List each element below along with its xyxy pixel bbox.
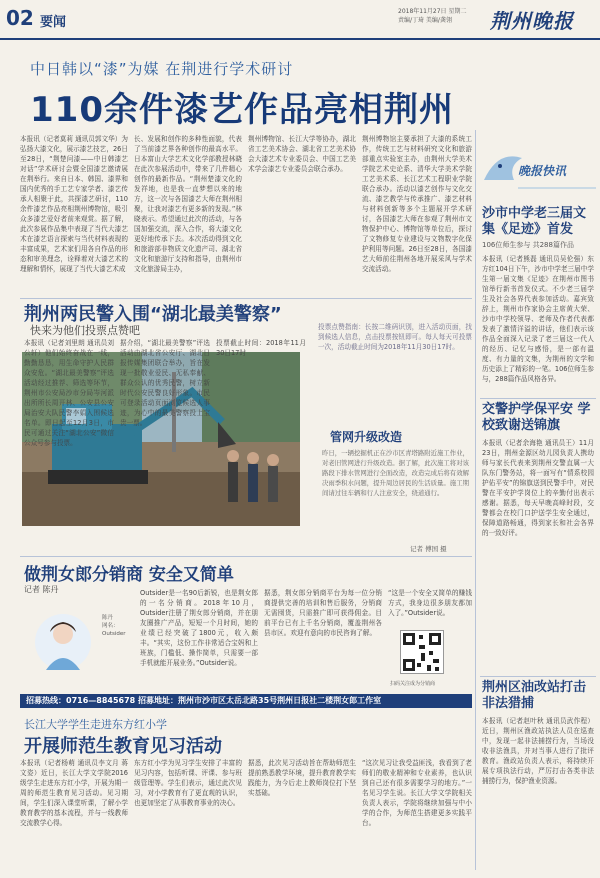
- lead-kicker: 中日韩以“漆”为媒 在荆进行学术研讨: [30, 60, 294, 78]
- section-divider-2: [20, 556, 472, 557]
- police-text-2: 据介绍，“湖北最美警察”评选活动由湖北省公安厅、湖北日报传媒集团联合举办，旨在发现一批敬业爱民、无私奉献、群众公认的优秀民警，树立新时代公安民警良好形象。市民可登录活动页面浏览候选人事迹，为心中的最美警察投上宝贵一票。: [120, 339, 210, 427]
- express-item3-title: 荆州区油改站打击非法猎捕: [482, 680, 587, 711]
- issue-editors: 责编/丁琦 美编/龚翎: [398, 17, 452, 24]
- qr-code-icon: [401, 631, 443, 673]
- lead-col-4: 荆州博物馆主要承担了大漆的系统工作，传统工艺与材料研究文化和旅游部重点实验室主办，由荆州大学美术学院艺术史论系、清华大学美术学院工艺美术系、长江艺术工程职业学院联合承办。活动以漆艺创作与文化交流、漆艺教学与传承推广、漆艺材料与材料创新等多个主题展开学术研讨，各国漆艺大师在参观了荆州市文物保护中心、博物馆等单位后，探讨了文物修复专业建设与文物数字化保护利用等问题。26日至28日，各国漆艺大师前往荆州各地开展采风与学术交流活动。: [362, 135, 472, 273]
- express-banner: [478, 140, 598, 200]
- express-item3-text: 本报讯（记者赵叶秋 通讯员武作程）近日，荆州区渔政站执法人员在巡查中，发现一起非法捕捞行为，当场没收非法渔具，并对当事人进行了批评教育。渔政站负责人表示，将持续开展专项执法行动，严厉打击各类非法捕捞行为，保护渔业资源。: [482, 717, 594, 785]
- express-divider-1: [480, 398, 596, 399]
- police-text-1: 本报讯（记者刘里朗 通讯员刘公轩）他们始终奋战在一线，勤勤恳恳，用生命守护人民群众安危。“湖北最美警察”评选活动经过推荐、筛选等环节，荆州市公安局沙市分局岑河派出所所长周开林、公安县公安局治安大队民警李娟入围候选名单。即日起至12月3日，市民可通过关注“湖北公安”微信公众号参与投票。: [24, 339, 114, 447]
- qr-caption: 扫码关注成为分销商: [390, 681, 436, 687]
- distributor-byline: [102, 614, 136, 638]
- distributor-text-2: 据悉，荆女郎分销商平台为每一位分销商提供完善的培训和售后服务，分销商无需囤货，只需推广即可获得佣金。目前平台已有上千名分销商，覆盖荆州各县市区。欢迎有意向的市民咨询了解。: [264, 589, 382, 637]
- column-divider: [475, 130, 476, 870]
- distributor-illustration: [28, 612, 98, 672]
- pipe-reporter: 记者 傅国 摄: [410, 545, 447, 553]
- masthead: [0, 0, 600, 40]
- section-divider: [20, 298, 472, 299]
- lead-col-2: 长、发展和创作的多种性面貌，代表了当前漆艺界各种创作的最高水平。日本富山大学艺术文化学部教授林晓在此次参展活动中，带来了几件精心创作的最新作品。“荆州楚漆文化的发祥地，也是我一直梦想以来的地方，这一次与各国漆艺大师在荆州相聚，让我对漆艺有更多新的发现。”林晓表示。希望通过此次的活动，与各国加强交流，深入合作，将大漆文化更好地传承下去。本次活动得到文化和旅游部非物质文化遗产司、湖北省文化和旅游厅支持和指导，由荆州市文化旅游局主办，: [134, 135, 242, 273]
- express-divider-2: [480, 676, 596, 677]
- distributor-reporter: 记者 陈丹: [24, 585, 59, 594]
- police-text-3: 投票点赞指南：长按二维码识别，进入活动页面，找到候选人信息，点击投票按钮即可。每人每天可投票一次，活动截止时间为2018年11月30日17时。: [318, 323, 472, 351]
- university-text-2: 东方红小学为见习学生安排了丰富的见习内容，包括听课、评课、参与班级管理等。学生们表示，通过此次见习，对小学教育有了更直观的认识，也更加坚定了从事教育事业的决心。: [134, 759, 242, 807]
- issue-meta: [398, 7, 488, 25]
- section-name: 要闻: [40, 15, 67, 30]
- police-text-note: 投票截止时间：2018年11月30日17时: [216, 339, 306, 357]
- express-item1-title: 沙市中学老三届文集《足迹》首发: [482, 206, 587, 237]
- university-text-4: “这次见习让我受益匪浅，我看到了老师们的敬业精神和专业素养，也认识到自己还有很多需要学习的地方。”一名见习学生说。长江大学文学院相关负责人表示，学院将继续加强与中小学的合作，为师范生搭建更多实践平台。: [362, 759, 472, 827]
- distributor-illus-name: 陈丹: [102, 615, 114, 621]
- university-kicker: 长江大学学生走进东方红小学: [24, 718, 167, 731]
- recruit-ad-band: 招募热线：0716—8845678 招募地址：荆州市沙市区太岳北路35号荆州日报社二楼荆女郎工作室: [20, 694, 472, 708]
- lead-col-3: 荆州博物馆、长江大学等协办，湖北省工艺美术协会、湖北省工艺美术协会大漆艺术专业委员会、中国工艺美术学会漆艺专业委员会联合承办。: [248, 135, 356, 173]
- distributor-illus-role: 网名：Outsider: [102, 623, 126, 637]
- express-item1-sub: 106位师生参与 共288篇作品: [482, 241, 574, 249]
- express-item2-title: 交警护学保平安 学校致谢送锦旗: [482, 402, 591, 433]
- pipe-text: 昨日，一辆挖掘机正在沙市区青塔路附近施工作业，对老旧管网进行升级改造。据了解，此次施工将对该路段下排水管网进行全面改造，改造完成后将有效解决雨季积水问题，提升周边居民的生活质量。施工期间请过往车辆和行人注意安全，绕道通行。: [322, 449, 469, 497]
- lead-headline: 110余件漆艺作品亮相荆州: [30, 90, 454, 130]
- police-title: 荆州两民警入围“湖北最美警察”: [24, 304, 282, 325]
- distributor-text-1: Outsider是一名90后新锐，也是荆女郎的一名分销商。2018年10月，Outsider注册了荆女郎分销商，并在朋友圈推广产品，短短一个月时间，她的业绩已经突破了1800元，收入颇丰。“其实，这份工作非常适合宝妈和上班族，门槛低、操作简单，只需要一部手机就能开展业务。”Outsider说。: [140, 589, 258, 667]
- brand-logo: 荆州晚报: [490, 9, 574, 33]
- woman-illustration-icon: [28, 612, 98, 672]
- express-item2-text: 本报讯（记者余海艳 通讯员王）11月23日，荆州金源区幼儿园负责人携幼师与家长代表来到荆州交警直属一大队东门警务站，将一面写有“情系校园 护佑平安”的锦旗送到民警手中，对民警在平安护学岗位上的辛勤付出表示感谢。据悉，每天早晚高峰时段，交警都会在校门口护送学生安全通过，保障道路畅通，得到家长和社会各界的一致好评。: [482, 439, 594, 537]
- distributor-title: 做荆女郎分销商 安全又简单: [24, 565, 234, 585]
- university-text-3: 据悉，此次见习活动旨在帮助师范生提前熟悉教学环境，提升教育教学实践能力，为今后走上教师岗位打下坚实基础。: [248, 759, 356, 797]
- police-subtitle: 快来为他们投票点赞吧: [30, 324, 140, 337]
- qr-code[interactable]: [400, 630, 444, 674]
- issue-date: 2018年11月27日 星期二: [398, 8, 467, 15]
- express-label: 晚报快讯: [518, 164, 567, 178]
- express-item1-text: 本报讯（记者熊磊 通讯员吴伦强）东方红104日下午，沙市中学老三届中学生第一届文集《足迹》在荆州市图书馆举行新书首发仪式。不少老三届学生及社会各界代表参加活动。嘉宾致辞上，荆州市作家协会主席黄大荣、沙市中学校领导、老师及作者代表都发表了激情洋溢的讲话，他们表示该作品全面深入记录了老三届这一代人的经历、记忆与感悟，是一部有温度、有力量的文集，为荆州的文学和历史添上了精彩的一笔。106位师生参与，288篇作品风格各异。: [482, 255, 594, 383]
- lead-col-1: 本报讯（记者莫莉 通讯员郭文华）为弘扬大漆文化，展示漆艺技艺，26日至28日，“荆楚问漆——中日韩漆艺对话”学术研讨会暨全国漆艺邀请展在荆举行。来自日本、韩国、漆界和国内优秀的手工艺专家学者、漆艺传承人相聚于此，共探漆艺研讨，110余件漆艺作品亮相荆州博物馆，吸引众多漆艺爱好者前来观赏。据了解，此次参展作品集中表现了当代大漆艺术在漆艺语言探索与当代材料表现的丰富成果，艺术家们用各自作品的形态和审美理念，诠释着对大漆艺术的理解和情怀，展现了当代大漆艺术成: [20, 135, 128, 273]
- page-number: 02: [6, 6, 34, 30]
- pipe-title: 管网升级改造: [330, 430, 403, 444]
- university-text-1: 本报讯（记者杨萌 通讯员李文月 蒋文姿）近日，长江大学文学院2016级学生走进东方红小学，开展为期一周的师范生教育见习活动。见习期间，学生们深入课堂听课，了解小学教育教学的基本流程，并与一线教师交流教学心得。: [20, 759, 128, 827]
- distributor-text-3: “这是一个安全又简单的赚钱方式，我身边很多朋友都加入了。”Outsider说。: [388, 589, 472, 617]
- university-title: 开展师范生教育见习活动: [24, 736, 222, 757]
